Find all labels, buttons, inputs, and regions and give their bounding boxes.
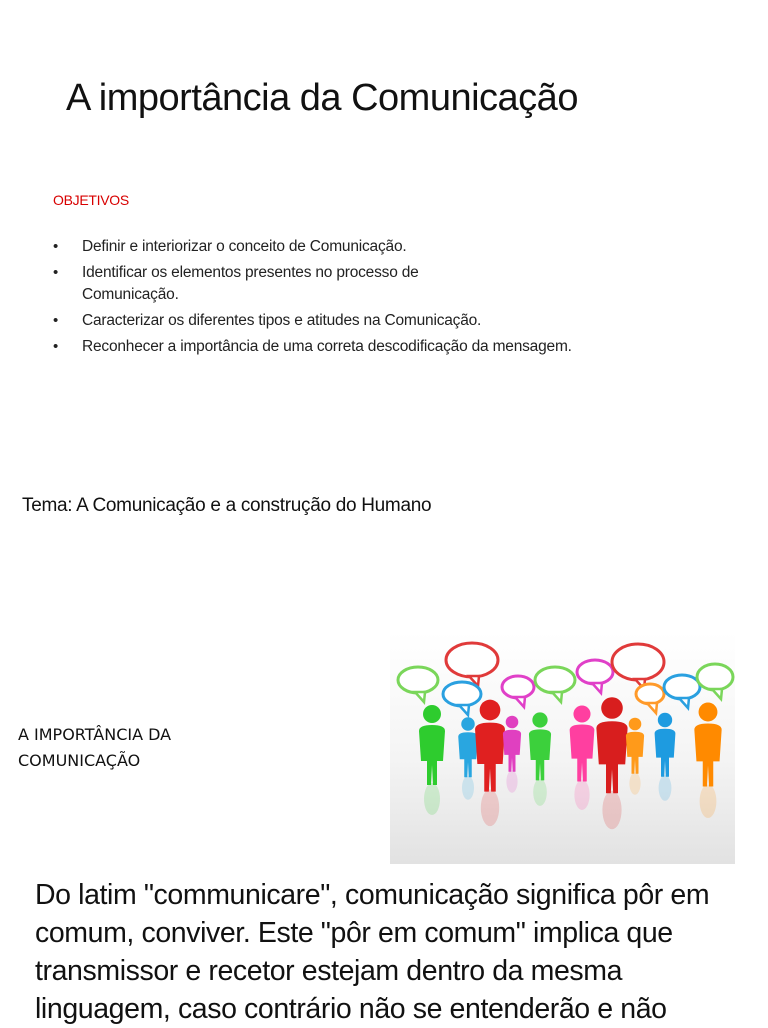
body-text: Do latim "communicare", comunicação significa pôr em comum, conviver. Este "pôr em comum" implica que transmissor e recetor estejam dentro da mesma linguagem, caso contrário não se entenderão e não: [35, 879, 710, 1025]
speech-bubble-icon: [577, 660, 613, 693]
objectives-list: [53, 236, 573, 362]
speech-bubble-icon: [502, 676, 534, 707]
person-figure-icon: [626, 718, 644, 795]
objective-text: Caracterizar os diferentes tipos e atitudes na Comunicação.: [82, 312, 482, 329]
objective-item: [53, 236, 573, 258]
speech-bubble-icon: [664, 675, 700, 708]
speech-bubble-icon: [535, 667, 575, 702]
objectives-heading: OBJETIVOS: [53, 192, 129, 208]
person-figure-icon: [655, 713, 676, 801]
bullet-icon: •: [53, 264, 59, 281]
person-figure-icon: [529, 712, 551, 806]
objective-text: Reconhecer a importância de uma correta descodificação da mensagem.: [82, 338, 572, 355]
speech-bubble-icon: [443, 682, 481, 715]
objective-text: Identificar os elementos presentes no processo de Comunicação.: [82, 264, 419, 303]
objective-item: [53, 262, 502, 306]
speech-bubble-icon: [612, 644, 664, 689]
person-figure-icon: [419, 705, 445, 815]
section-label: A IMPORTÂNCIA DA COMUNICAÇÃO: [18, 725, 172, 770]
speech-bubble-icon: [446, 643, 498, 686]
speech-bubble-icon: [398, 667, 438, 702]
objective-text: Definir e interiorizar o conceito de Comunicação.: [82, 238, 407, 255]
bullet-icon: •: [53, 312, 59, 329]
bullet-icon: •: [53, 238, 59, 255]
person-figure-icon: [458, 717, 478, 800]
person-figure-icon: [475, 700, 505, 827]
speech-bubble-icon: [636, 684, 664, 713]
communication-people-illustration: [390, 632, 735, 864]
page-title: A importância da Comunicação: [66, 77, 578, 119]
person-figure-icon: [694, 703, 721, 819]
bullet-icon: •: [53, 338, 59, 355]
people-speech-bubbles-icon: [390, 632, 735, 864]
objective-item: [53, 310, 573, 332]
person-figure-icon: [596, 697, 627, 829]
objective-item: [53, 336, 573, 358]
person-figure-icon: [503, 716, 521, 793]
tema-text: Tema: A Comunicação e a construção do Humano: [22, 495, 432, 516]
person-figure-icon: [570, 705, 595, 810]
speech-bubble-icon: [697, 664, 733, 699]
